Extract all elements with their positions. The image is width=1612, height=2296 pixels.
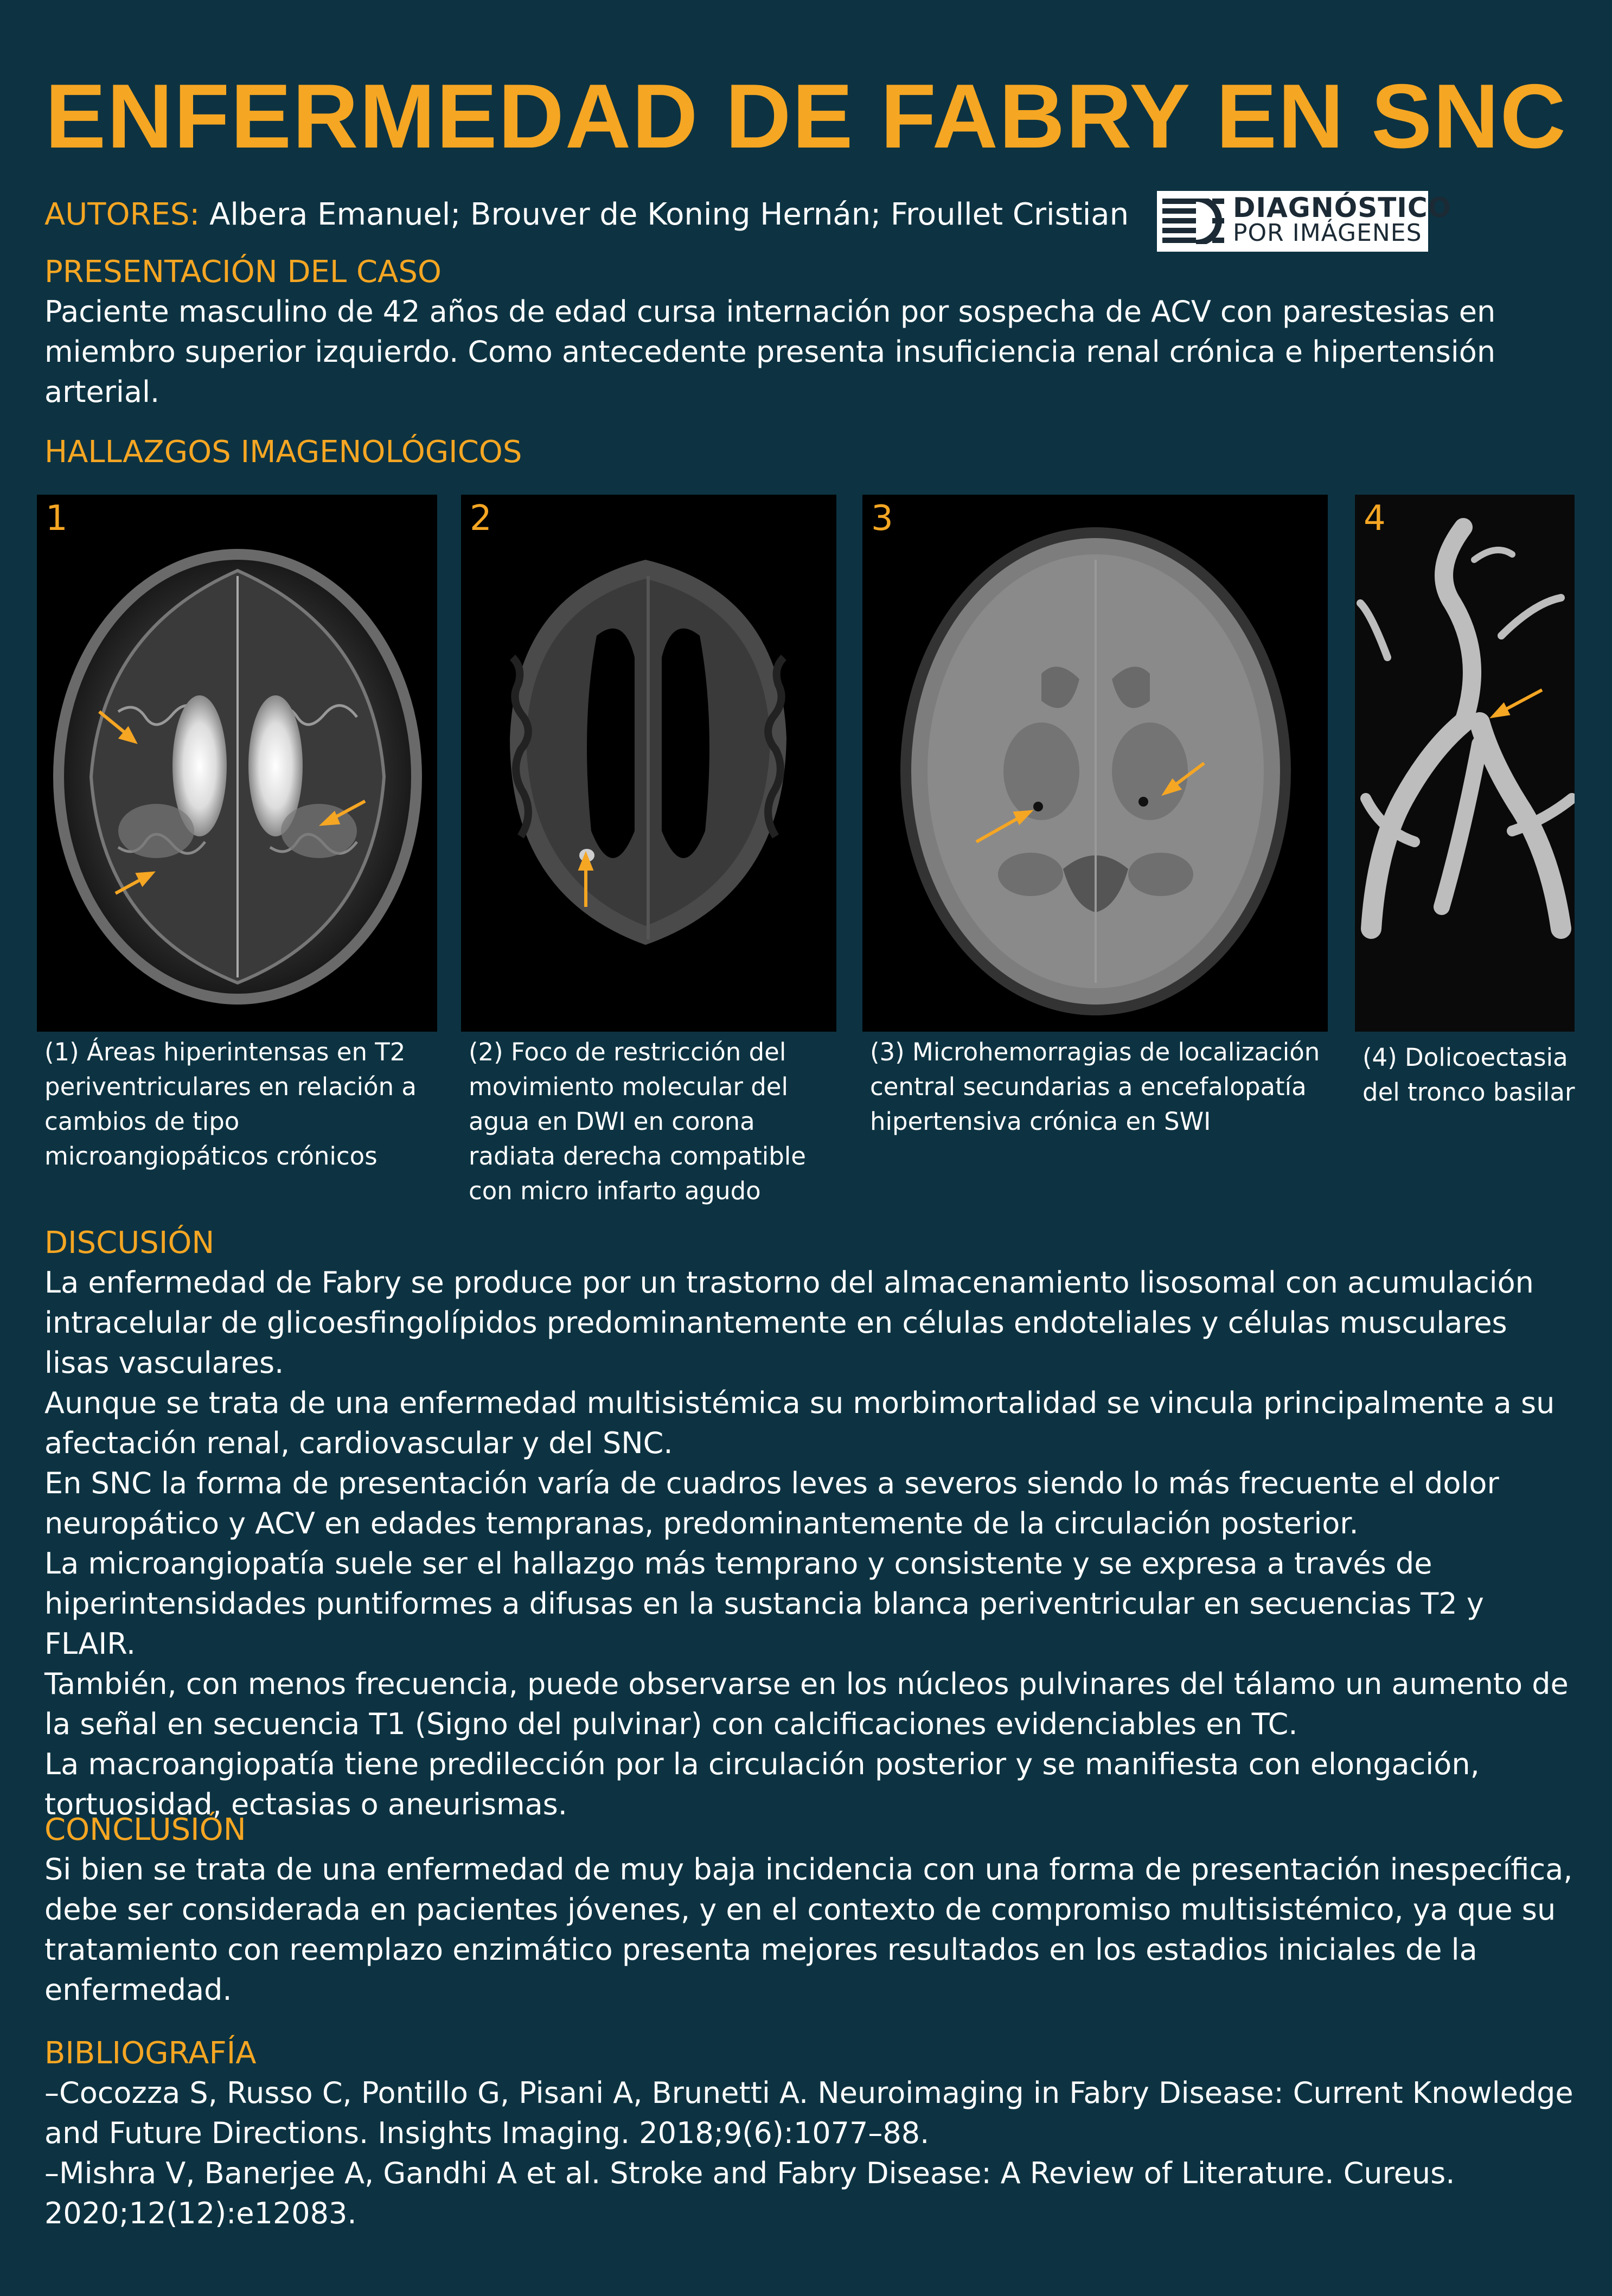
logo-line-1: DIAGNÓSTICO [1233,192,1452,223]
discussion-paragraph-1: La enfermedad de Fabry se produce por un trastorno del almacenamiento lisosomal con acumulación intracelular de glicoesfingolípidos predominantemente en células endoteliales y células musculares lisas vasculares. [44,1265,1534,1380]
caption-1: (1) Áreas hiperintensas en T2 periventriculares en relación a cambios de tipo microangiopáticos crónicos [44,1038,417,1171]
case-heading: PRESENTACIÓN DEL CASO [44,254,442,290]
discussion-paragraph-4: La microangiopatía suele ser el hallazgo más temprano y consistente y se expresa a través de hiperintensidades puntiformes a difusas en la sustancia blanca periventricular en secuencias T2 y FLAIR. [44,1546,1484,1661]
angio-image [1355,495,1575,1032]
image-panel-3 [862,495,1328,1032]
conclusion-text: Si bien se trata de una enfermedad de muy baja incidencia con una forma de presentación inespecífica, debe ser considerada en pacientes jóvenes, y en el contexto de compromiso multisistémico, ya que su tratamiento con reemplazo enzimático presenta mejores resultados en los estadios iniciales de la enfermedad. [44,1852,1573,2007]
image-number-1: 1 [46,498,68,539]
conclusion-heading: CONCLUSIÓN [44,1812,246,1847]
image-number-3: 3 [871,498,893,539]
mri-swi-image [862,495,1328,1032]
logo-mark-icon [1162,199,1226,244]
image-panel-2 [461,495,836,1032]
image-panel-1 [37,495,437,1032]
institution-logo [1157,191,1452,252]
mri-dwi-image [461,495,836,1032]
discussion-paragraph-5: También, con menos frecuencia, puede observarse en los núcleos pulvinares del tálamo un aumento de la señal en secuencia T1 (Signo del pulvinar) con calcificaciones evidenciables en TC. [44,1667,1569,1741]
bibliography-list [44,2073,1574,2234]
bibliography-entry-2: –Mishra V, Banerjee A, Gandhi A et al. Stroke and Fabry Disease: A Review of Literature. Cureus. 2020;12(12):e12083. [44,2156,1455,2230]
authors-label: AUTORES: [44,197,200,232]
authors-line [44,196,1129,233]
mri-t2-image [37,495,437,1032]
discussion-paragraph-6: La macroangiopatía tiene predilección por la circulación posterior y se manifiesta con elongación, tortuosidad, ectasias o aneurismas. [44,1747,1480,1821]
discussion-heading: DISCUSIÓN [44,1225,215,1261]
discussion-paragraph-2: Aunque se trata de una enfermedad multisistémica su morbimortalidad se vincula principalmente a su afectación renal, cardiovascular y del SNC. [44,1386,1555,1460]
caption-4: (4) Dolicoectasia del tronco basilar [1362,1043,1575,1107]
bibliography-entry-1: –Cocozza S, Russo C, Pontillo G, Pisani A, Brunetti A. Neuroimaging in Fabry Disease: Current Knowledge and Future Directions. Insights Imaging. 2018;9(6):1077–88. [44,2076,1573,2150]
image-number-4: 4 [1364,498,1386,539]
findings-heading: HALLAZGOS IMAGENOLÓGICOS [44,434,522,470]
image-panel-4 [1355,495,1575,1032]
caption-3: (3) Microhemorragias de localización central secundarias a encefalopatía hipertensiva crónica en SWI [870,1038,1320,1136]
logo-line-2: POR IMÁGENES [1233,219,1422,247]
bibliography-heading: BIBLIOGRAFÍA [44,2036,257,2071]
image-number-2: 2 [470,498,492,539]
discussion-paragraph-3: En SNC la forma de presentación varía de cuadros leves a severos siendo lo más frecuente el dolor neuropático y ACV en edades tempranas, predominantemente de la circulación posterior. [44,1466,1499,1540]
poster-title: ENFERMEDAD DE FABRY EN SNC [45,65,1567,167]
authors-names: Albera Emanuel; Brouver de Koning Hernán; Froullet Cristian [209,197,1129,232]
case-text: Paciente masculino de 42 años de edad cursa internación por sospecha de ACV con parestesias en miembro superior izquierdo. Como antecedente presenta insuficiencia renal crónica e hipertensión arterial. [44,295,1496,409]
caption-2: (2) Foco de restricción del movimiento molecular del agua en DWI en corona radiata derecha compatible con micro infarto agudo [469,1038,806,1205]
discussion-body [44,1263,1574,1825]
